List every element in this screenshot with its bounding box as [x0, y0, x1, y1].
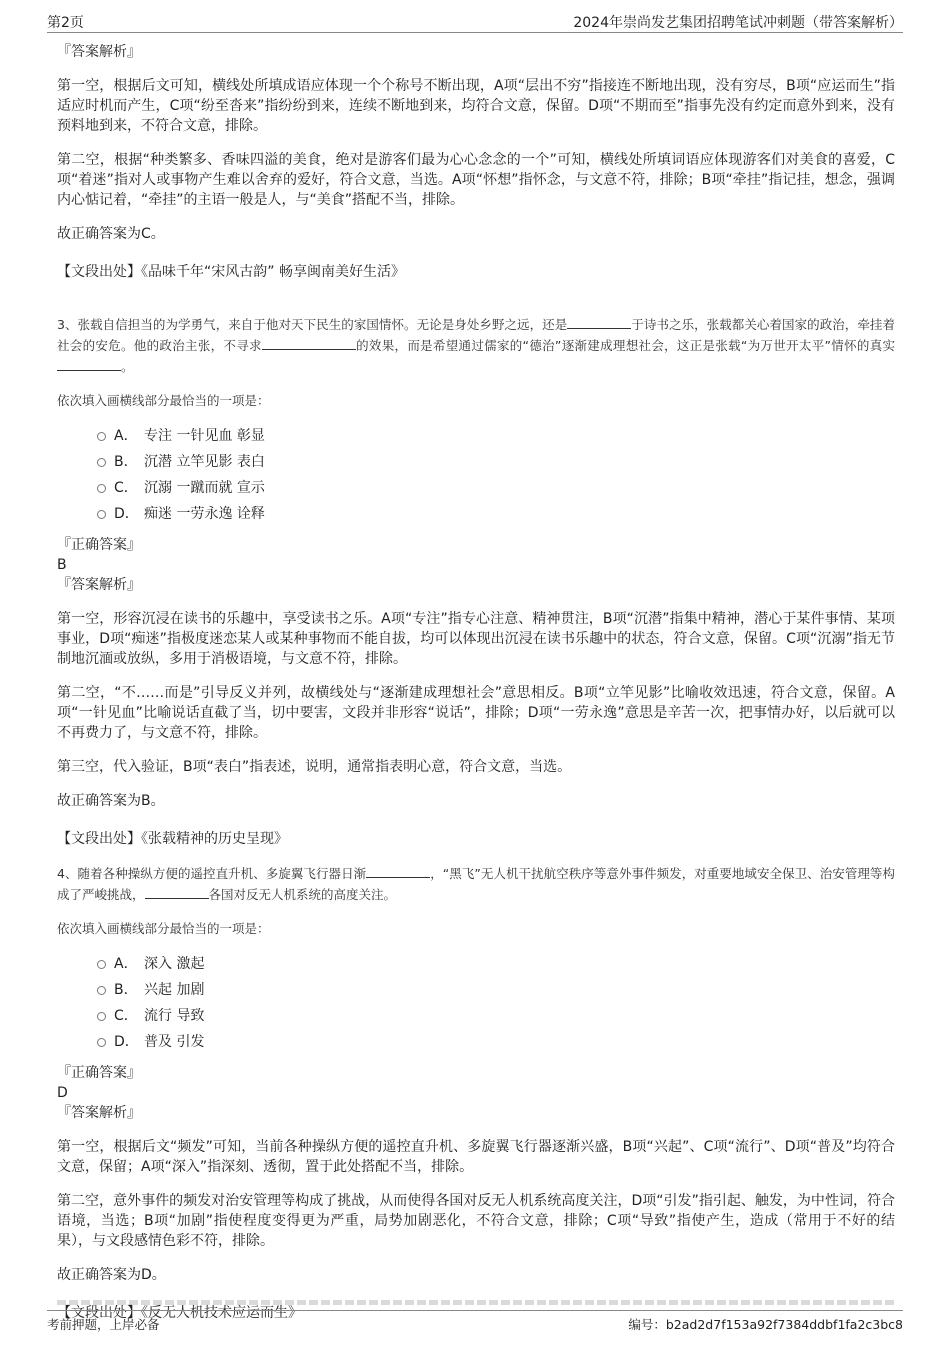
truncated-text-line [57, 1300, 895, 1305]
radio-icon[interactable] [97, 484, 106, 493]
option-b[interactable]: B． 兴起 加剧 [97, 977, 895, 1003]
question-text: 3、张载自信担当的为学勇气，来自于他对天下民生的家国情怀。无论是身处乡野之远，还是 [57, 317, 568, 332]
document-id: 编号：b2ad2d7f153a92f7384ddbf1fa2c3bc8 [628, 1317, 903, 1332]
question-text: 。 [121, 359, 134, 374]
answer-conclusion: 故正确答案为D。 [57, 1267, 166, 1283]
radio-icon[interactable] [97, 458, 106, 467]
question-text: ，“黑飞”无人机干扰航空秩序等意外事件频发，对重要地域安全保卫、治安管理等构成了严峻挑战， [57, 866, 895, 902]
option-c[interactable]: C． 流行 导致 [97, 1003, 895, 1029]
source-citation: 【文段出处】《反无人机技术应运而生》 [57, 1305, 302, 1321]
radio-icon[interactable] [97, 510, 106, 519]
correct-answer: B [57, 557, 67, 573]
correct-answer: D [57, 1085, 68, 1101]
analysis-paragraph: 第一空，根据后文“频发”可知，当前各种操纵方便的遥控直升机、多旋翼飞行器逐渐兴盛，B项“兴起”、C项“流行”、D项“普及”均符合文意，保留；A项“深入”指深刻、透彻，置于此处搭配不当，排除。 [57, 1139, 895, 1175]
option-d[interactable]: D． 普及 引发 [97, 1029, 895, 1055]
radio-icon[interactable] [97, 960, 106, 969]
radio-icon[interactable] [97, 1012, 106, 1021]
analysis-paragraph: 第一空，形容沉浸在读书的乐趣中，享受读书之乐。A项“专注”指专心注意、精神贯注，B项“沉潜”指集中精神，潜心于某件事情、某项事业，D项“痴迷”指极度迷恋某人或某种事物而不能自拔，均可以体现出沉浸在读书乐趣中的状态，符合文意，保留。C项“沉溺”指无节制地沉湎或放纵，多用于消极语境，与文意不符，排除。 [57, 611, 895, 667]
options-list [97, 423, 895, 527]
question-text: 于诗书之乐，张载都关心着国家的政治，牵挂着社会的安危。他的政治主张，不寻求 [57, 317, 895, 353]
fill-blank [145, 884, 209, 899]
question-3-stem [57, 314, 895, 377]
question-text: 的效果，而是希望通过儒家的“德治”逐渐建成理想社会，这正是张载“为万世开太平”情怀的真实 [355, 338, 895, 353]
fill-blank [262, 335, 356, 350]
document-title: 2024年崇尚发艺集团招聘笔试冲刺题（带答案解析） [573, 15, 903, 31]
radio-icon[interactable] [97, 432, 106, 441]
fill-blank [567, 314, 631, 329]
page-footer [47, 1310, 903, 1331]
analysis-paragraph: 第一空，根据后文可知，横线处所填成语应体现一个个称号不断出现，A项“层出不穷”指接连不断地出现，没有穷尽，B项“应运而生”指适应时机而产生，C项“纷至沓来”指纷纷到来，连续不断地到来，均符合文意，保留。D项“不期而至”指事先没有约定而意外到来，没有预料地到来，不符合文意，排除。 [57, 78, 895, 134]
option-c[interactable]: C． 沉溺 一蹴而就 宣示 [97, 475, 895, 501]
document-body [57, 42, 895, 1323]
analysis-label: 『答案解析』 [57, 44, 141, 60]
footer-slogan: 考前押题，上岸必备 [47, 1317, 160, 1332]
answer-conclusion: 故正确答案为B。 [57, 793, 165, 809]
page-header [47, 10, 903, 33]
correct-answer-label: 『正确答案』 [57, 537, 141, 553]
question-prompt: 依次填入画横线部分最恰当的一项是： [57, 921, 270, 936]
option-b[interactable]: B． 沉潜 立竿见影 表白 [97, 449, 895, 475]
analysis-paragraph: 第二空，根据“种类繁多、香味四溢的美食，绝对是游客们最为心心念念的一个”可知，横线处所填词语应体现游客们对美食的喜爱，C项“着迷”指对人或事物产生难以舍弃的爱好，符合文意，当选。A项“怀想”指怀念，与文意不符，排除；B项“牵挂”指记挂，想念，强调内心惦记着，“牵挂”的主语一般是人，与“美食”搭配不当，排除。 [57, 152, 895, 208]
analysis-label: 『答案解析』 [57, 1105, 141, 1121]
option-a[interactable]: A． 深入 激起 [97, 951, 895, 977]
page-number: 第2页 [47, 15, 84, 31]
analysis-label: 『答案解析』 [57, 577, 141, 593]
analysis-paragraph: 第二空，“不……而是”引导反义并列，故横线处与“逐渐建成理想社会”意思相反。B项“立竿见影”比喻收效迅速，符合文意，保留。A项“一针见血”比喻说话直截了当，切中要害，文段并非形容“说话”，排除；D项“一劳永逸”意思是辛苦一次，把事情办好，以后就可以不再费力了，与文意不符，排除。 [57, 685, 895, 741]
answer-conclusion: 故正确答案为C。 [57, 226, 165, 242]
options-list [97, 951, 895, 1055]
option-a[interactable]: A． 专注 一针见血 彰显 [97, 423, 895, 449]
question-text: 4、随着各种操纵方便的遥控直升机、多旋翼飞行器日渐 [57, 866, 367, 881]
question-prompt: 依次填入画横线部分最恰当的一项是： [57, 393, 270, 408]
fill-blank [366, 863, 430, 878]
radio-icon[interactable] [97, 1038, 106, 1047]
source-citation: 【文段出处】《张载精神的历史呈现》 [57, 831, 288, 847]
fill-blank [57, 356, 121, 371]
source-citation: 【文段出处】《品味千年“宋风古韵” 畅享闽南美好生活》 [57, 264, 405, 280]
analysis-paragraph: 第三空，代入验证，B项“表白”指表述，说明，通常指表明心意，符合文意，当选。 [57, 759, 572, 775]
question-text: 各国对反无人机系统的高度关注。 [208, 887, 397, 902]
option-d[interactable]: D． 痴迷 一劳永逸 诠释 [97, 501, 895, 527]
analysis-paragraph: 第二空，意外事件的频发对治安管理等构成了挑战，从而使得各国对反无人机系统高度关注，D项“引发”指引起、触发，为中性词，符合语境，当选；B项“加剧”指使程度变得更为严重，局势加剧恶化，不符合文意，排除；C项“导致”指使产生，造成（常用于不好的结果），与文段感情色彩不符，排除。 [57, 1193, 895, 1249]
radio-icon[interactable] [97, 986, 106, 995]
correct-answer-label: 『正确答案』 [57, 1065, 141, 1081]
question-4-stem [57, 863, 895, 905]
